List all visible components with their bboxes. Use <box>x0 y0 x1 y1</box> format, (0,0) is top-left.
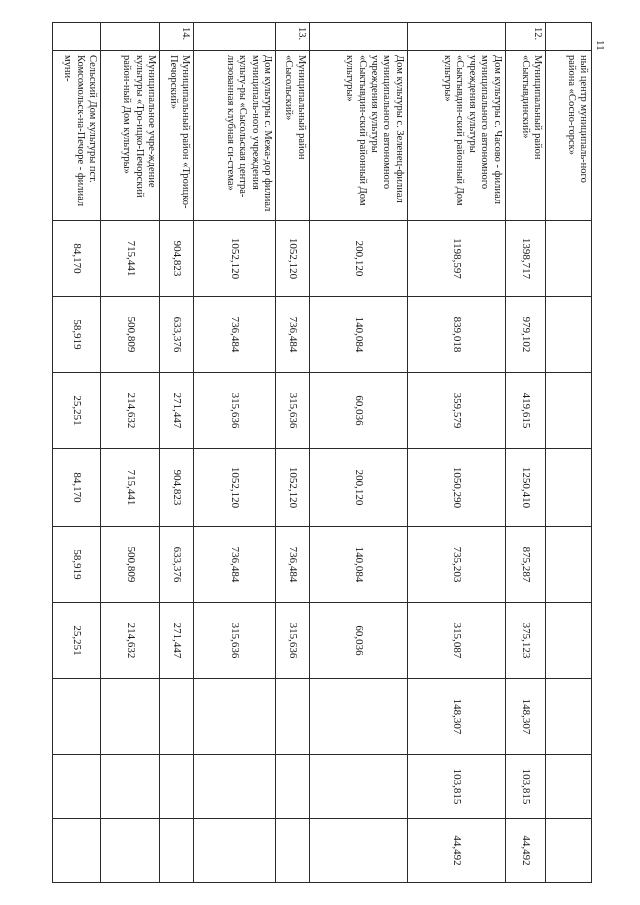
amount-cell-c7 <box>309 679 407 755</box>
amount-cell-c3: 271,447 <box>160 373 194 449</box>
amount-cell-c6: 271,447 <box>160 603 194 679</box>
amount-cell-c6: 315,087 <box>407 603 505 679</box>
row-number-cell: 14. <box>160 23 194 51</box>
amount-cell-c6: 25,251 <box>53 603 101 679</box>
table-row <box>160 23 194 883</box>
amount-cell-c9 <box>309 819 407 883</box>
amount-cell-c8: 103,815 <box>407 755 505 819</box>
amount-cell-c1: 200,120 <box>309 221 407 297</box>
amount-cell-c8 <box>160 755 194 819</box>
table-row <box>53 23 101 883</box>
row-number-cell <box>101 23 160 51</box>
institution-name-cell: Муниципальное учре-ждение культуры «Тро-ицко-Печорский район-ный Дом культуры» <box>101 51 160 221</box>
amount-cell-c5: 736,484 <box>194 527 276 603</box>
amount-cell-c2: 140,084 <box>309 297 407 373</box>
amount-cell-c7 <box>53 679 101 755</box>
amount-cell-c7 <box>546 679 592 755</box>
amount-cell-c2: 736,484 <box>194 297 276 373</box>
rotated-table-sheet <box>52 22 592 882</box>
amount-cell-c8 <box>546 755 592 819</box>
amount-cell-c4: 84,170 <box>53 449 101 527</box>
row-number-cell <box>546 23 592 51</box>
table-row <box>101 23 160 883</box>
amount-cell-c3: 214,632 <box>101 373 160 449</box>
amount-cell-c9 <box>53 819 101 883</box>
amount-cell-c9 <box>275 819 309 883</box>
amount-cell-c3: 419,615 <box>505 373 546 449</box>
amount-cell-c4: 1050,290 <box>407 449 505 527</box>
amount-cell-c7 <box>275 679 309 755</box>
amount-cell-c6: 214,632 <box>101 603 160 679</box>
table-body <box>53 23 592 883</box>
amount-cell-c2: 633,376 <box>160 297 194 373</box>
amount-cell-c6: 60,036 <box>309 603 407 679</box>
amount-cell-c1: 1398,717 <box>505 221 546 297</box>
amount-cell-c4: 200,120 <box>309 449 407 527</box>
row-number-cell: 13. <box>275 23 309 51</box>
institution-name-cell: Муниципальный район «Троицко-Печорский» <box>160 51 194 221</box>
amount-cell-c9 <box>101 819 160 883</box>
amount-cell-c8: 103,815 <box>505 755 546 819</box>
amount-cell-c3: 60,036 <box>309 373 407 449</box>
table-row <box>309 23 407 883</box>
amount-cell-c7 <box>160 679 194 755</box>
amount-cell-c6 <box>546 603 592 679</box>
amount-cell-c2: 736,484 <box>275 297 309 373</box>
amount-cell-c5: 736,484 <box>275 527 309 603</box>
institution-name-cell: Сельский Дом культуры пст. Комсомольск-на-Печоре - филиал муни- <box>53 51 101 221</box>
amount-cell-c2: 58,919 <box>53 297 101 373</box>
amount-cell-c3: 315,636 <box>275 373 309 449</box>
amount-cell-c8 <box>194 755 276 819</box>
row-number-cell <box>407 23 505 51</box>
amount-cell-c9 <box>546 819 592 883</box>
amount-cell-c7: 148,307 <box>505 679 546 755</box>
amount-cell-c8 <box>101 755 160 819</box>
amount-cell-c4: 904,823 <box>160 449 194 527</box>
amount-cell-c1: 715,441 <box>101 221 160 297</box>
row-number-cell <box>194 23 276 51</box>
row-number-cell <box>53 23 101 51</box>
amount-cell-c4: 1052,120 <box>194 449 276 527</box>
row-number-cell: 12. <box>505 23 546 51</box>
amount-cell-c8 <box>275 755 309 819</box>
amount-cell-c4: 715,441 <box>101 449 160 527</box>
amount-cell-c5: 735,203 <box>407 527 505 603</box>
amount-cell-c3: 315,636 <box>194 373 276 449</box>
table-row <box>505 23 546 883</box>
row-number-cell <box>309 23 407 51</box>
amount-cell-c5: 875,287 <box>505 527 546 603</box>
amount-cell-c1: 1198,597 <box>407 221 505 297</box>
amount-cell-c5: 58,919 <box>53 527 101 603</box>
amount-cell-c5: 500,809 <box>101 527 160 603</box>
table-row <box>546 23 592 883</box>
page-number: 11 <box>594 40 606 51</box>
amount-cell-c9: 44,492 <box>505 819 546 883</box>
institution-name-cell: Муниципальный район «Сысольский» <box>275 51 309 221</box>
amount-cell-c5 <box>546 527 592 603</box>
amount-cell-c3: 359,579 <box>407 373 505 449</box>
amount-cell-c8 <box>53 755 101 819</box>
amount-cell-c8 <box>309 755 407 819</box>
amount-cell-c3 <box>546 373 592 449</box>
institution-name-cell: Муниципальный район «Сыктывдинский» <box>505 51 546 221</box>
amount-cell-c2 <box>546 297 592 373</box>
amount-cell-c1: 1052,120 <box>194 221 276 297</box>
amount-cell-c5: 633,376 <box>160 527 194 603</box>
amount-cell-c3: 25,251 <box>53 373 101 449</box>
institution-name-cell: Дом культуры с. Часово - филиал муниципального автономного учреждения культуры «Сыктывдин-ский районный Дом культуры» <box>407 51 505 221</box>
amount-cell-c1: 84,170 <box>53 221 101 297</box>
amount-cell-c2: 839,018 <box>407 297 505 373</box>
amount-cell-c1: 1052,120 <box>275 221 309 297</box>
table-row <box>194 23 276 883</box>
amount-cell-c7: 148,307 <box>407 679 505 755</box>
amount-cell-c1: 904,823 <box>160 221 194 297</box>
amount-cell-c7 <box>194 679 276 755</box>
budget-table <box>52 22 592 883</box>
amount-cell-c5: 140,084 <box>309 527 407 603</box>
amount-cell-c9 <box>160 819 194 883</box>
table-row <box>407 23 505 883</box>
amount-cell-c7 <box>101 679 160 755</box>
table-row <box>275 23 309 883</box>
institution-name-cell: ный центр муниципаль-ного района «Сосно-горск» <box>546 51 592 221</box>
institution-name-cell: Дом культуры с. Межа-дор филиал муниципаль-ного учреждения культу-ры «Сысольская центра-лизованная клубная си-стема» <box>194 51 276 221</box>
amount-cell-c9: 44,492 <box>407 819 505 883</box>
amount-cell-c2: 500,809 <box>101 297 160 373</box>
amount-cell-c1 <box>546 221 592 297</box>
amount-cell-c6: 315,636 <box>194 603 276 679</box>
amount-cell-c6: 375,123 <box>505 603 546 679</box>
amount-cell-c6: 315,636 <box>275 603 309 679</box>
amount-cell-c4: 1250,410 <box>505 449 546 527</box>
amount-cell-c4 <box>546 449 592 527</box>
institution-name-cell: Дом культуры с. Зеленец-филиал муниципального автономного учреждения культуры «Сыктывдин-ский районный Дом культуры» <box>309 51 407 221</box>
amount-cell-c2: 979,102 <box>505 297 546 373</box>
amount-cell-c9 <box>194 819 276 883</box>
amount-cell-c4: 1052,120 <box>275 449 309 527</box>
